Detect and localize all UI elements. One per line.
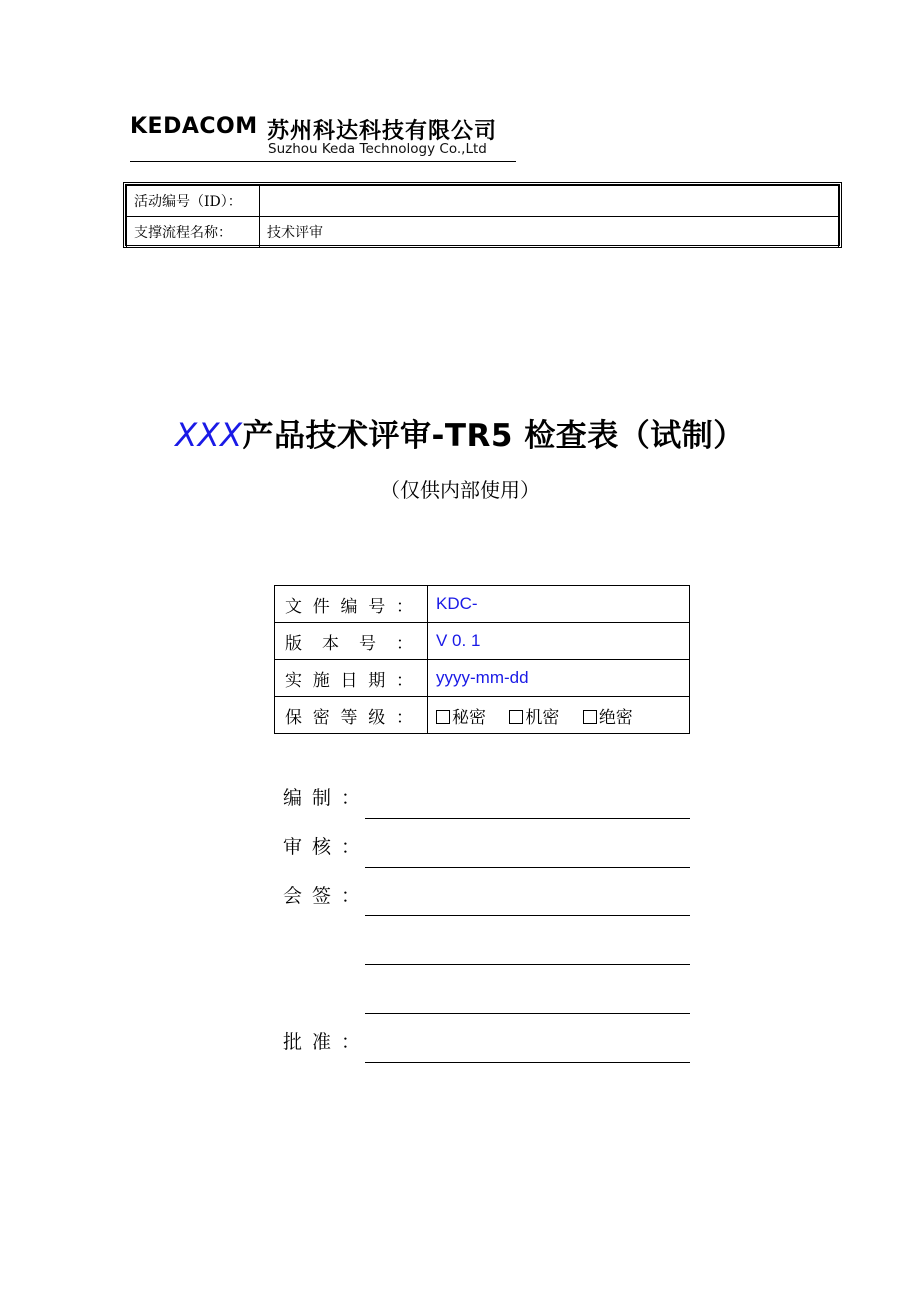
file-no-value: KDC- [428, 586, 690, 623]
table-row [275, 697, 690, 734]
level-option-top-secret[interactable]: 绝密 [583, 708, 633, 728]
checkbox-icon[interactable] [583, 710, 597, 724]
security-level-options [428, 697, 690, 734]
date-value: yyyy-mm-dd [428, 660, 690, 697]
level-option-confidential[interactable]: 机密 [509, 708, 559, 728]
reviewed-by-line [365, 867, 690, 868]
logo-underline [130, 161, 516, 162]
security-level-label: 保 密 等 级 ： [285, 707, 413, 728]
logo-company-en: Suzhou Keda Technology Co.,Ltd [268, 141, 487, 157]
title-product-placeholder: XXX [175, 416, 243, 454]
version-value: V 0. 1 [428, 623, 690, 660]
table-row [127, 217, 839, 248]
logo-brand: KEDACOM [130, 114, 258, 139]
countersigned-by-label: 会签： [283, 885, 371, 907]
process-name-label: 支撑流程名称： [127, 217, 260, 248]
table-row [127, 186, 839, 217]
document-subtitle: （仅供内部使用） [380, 478, 540, 502]
activity-info-table [123, 182, 842, 248]
checkbox-icon[interactable] [509, 710, 523, 724]
reviewed-by-label: 审核： [283, 836, 371, 858]
prepared-by-line [365, 818, 690, 819]
date-label: 实 施 日 期 ： [285, 670, 413, 691]
countersigned-line-1 [365, 915, 690, 916]
document-control-table [274, 585, 690, 734]
level-option-secret[interactable]: 秘密 [436, 708, 486, 728]
version-label: 版 本 号 ： [285, 633, 413, 654]
table-row [275, 660, 690, 697]
title-main: 产品技术评审-TR5 检查表（试制） [242, 418, 745, 454]
logo-company-cn: 苏州科达科技有限公司 [267, 119, 498, 144]
activity-id-value [260, 186, 839, 217]
checkbox-icon[interactable] [436, 710, 450, 724]
document-title [0, 410, 920, 455]
approved-by-line [365, 1062, 690, 1063]
process-name-value: 技术评审 [260, 217, 839, 248]
file-no-label: 文 件 编 号 ： [285, 596, 413, 617]
prepared-by-label: 编制： [283, 787, 371, 809]
countersigned-line-2 [365, 964, 690, 965]
countersigned-line-3 [365, 1013, 690, 1014]
company-logo [130, 112, 518, 164]
activity-id-label: 活动编号（ID）： [127, 186, 260, 217]
table-row [275, 623, 690, 660]
approved-by-label: 批准： [283, 1031, 371, 1053]
table-row [275, 586, 690, 623]
